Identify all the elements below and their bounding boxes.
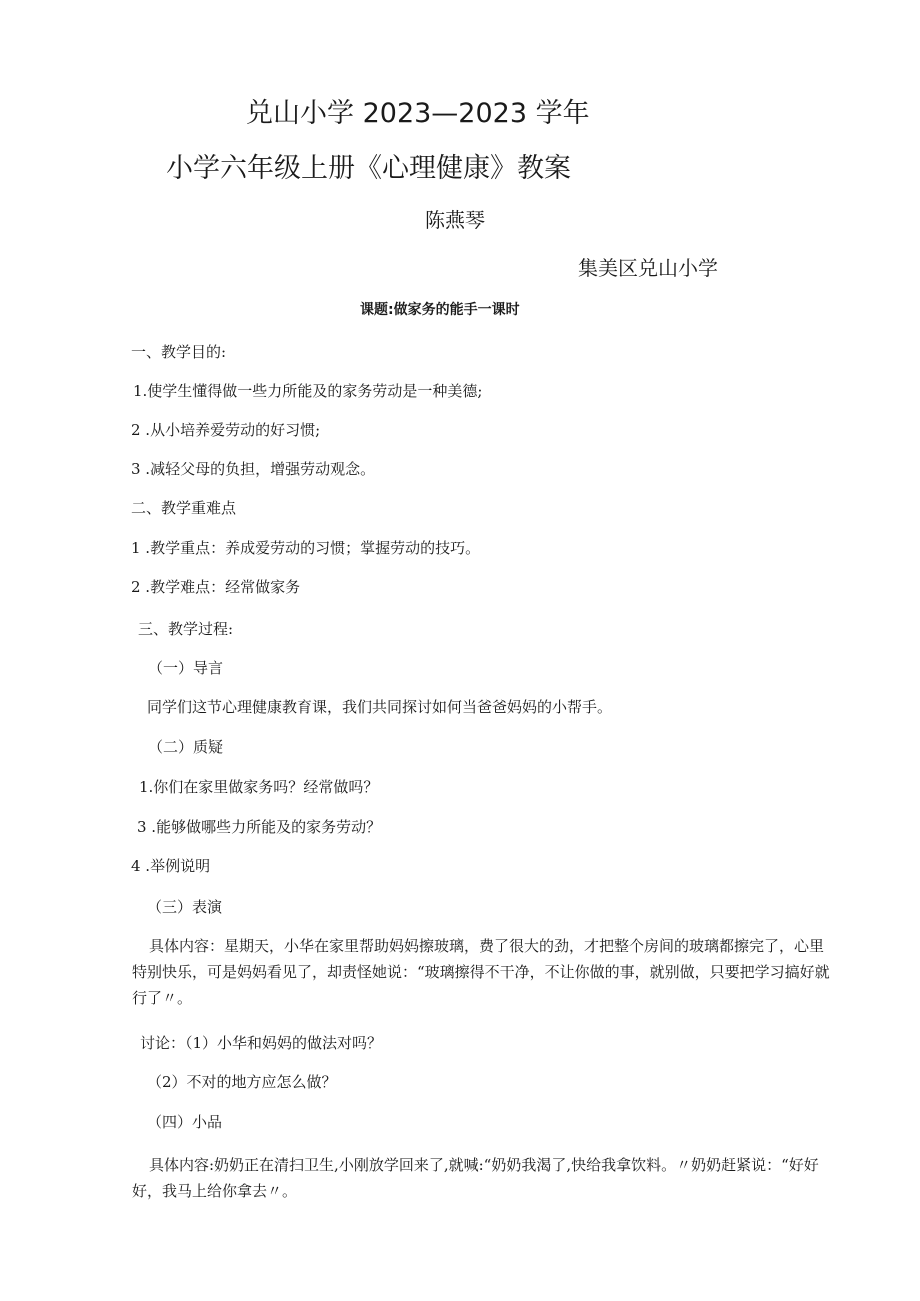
question-item-3: 3 .能够做哪些力所能及的家务劳动？	[137, 818, 382, 836]
section-heading-process: 三、教学过程:	[138, 620, 234, 638]
objective-item-3: 3 .减轻父母的负担，增强劳动观念。	[131, 460, 376, 478]
subsection-questions: （二）质疑	[148, 738, 224, 756]
discussion-item-1: 讨论：（1）小华和妈妈的做法对吗？	[140, 1034, 383, 1052]
performance-content: 具体内容：星期天，小华在家里帮助妈妈擦玻璃，费了很大的劲，才把整个房间的玻璃都擦完了，心里特别快乐，可是妈妈看见了，却责怪她说：“玻璃擦得不干净，不让你做的事，就别做，只要把学习搞好就行了〃。	[132, 937, 830, 1007]
question-item-1: 1.你们在家里做家务吗？经常做吗？	[139, 778, 379, 796]
subsection-skit: （四）小品	[147, 1113, 223, 1131]
author-name: 陈燕琴	[425, 208, 485, 232]
skit-content: 具体内容:奶奶正在清扫卫生,小刚放学回来了,就喊:“奶奶我渴了,快给我拿饮料。〃奶奶赶紧说：“好好好，我马上给你拿去〃。	[132, 1156, 819, 1200]
section-heading-key-points: 二、教学重难点	[131, 499, 237, 517]
objective-item-2: 2 .从小培养爱劳动的好习惯;	[131, 421, 321, 439]
key-point-item-1: 1 .教学重点：养成爱劳动的习惯；掌握劳动的技巧。	[131, 539, 481, 557]
lesson-topic: 课题:做家务的能手一课时	[360, 302, 520, 318]
subsection-performance: （三）表演	[147, 898, 223, 916]
section-heading-objectives: 一、教学目的:	[131, 343, 227, 361]
introduction-text: 同学们这节心理健康教育课，我们共同探讨如何当爸爸妈妈的小帮手。	[147, 698, 613, 716]
key-point-item-2: 2 .教学难点：经常做家务	[131, 578, 301, 596]
course-title-heading: 小学六年级上册《心理健康》教案	[166, 153, 571, 184]
question-item-4: 4 .举例说明	[131, 857, 211, 875]
subsection-introduction: （一）导言	[148, 659, 224, 677]
school-year-heading: 兑山小学 2023—2023 学年	[246, 98, 590, 129]
objective-item-1: 1.使学生懂得做一些力所能及的家务劳动是一种美德;	[133, 382, 483, 400]
organization-name: 集美区兑山小学	[578, 256, 718, 280]
discussion-item-2: （2）不对的地方应怎么做？	[147, 1073, 337, 1091]
